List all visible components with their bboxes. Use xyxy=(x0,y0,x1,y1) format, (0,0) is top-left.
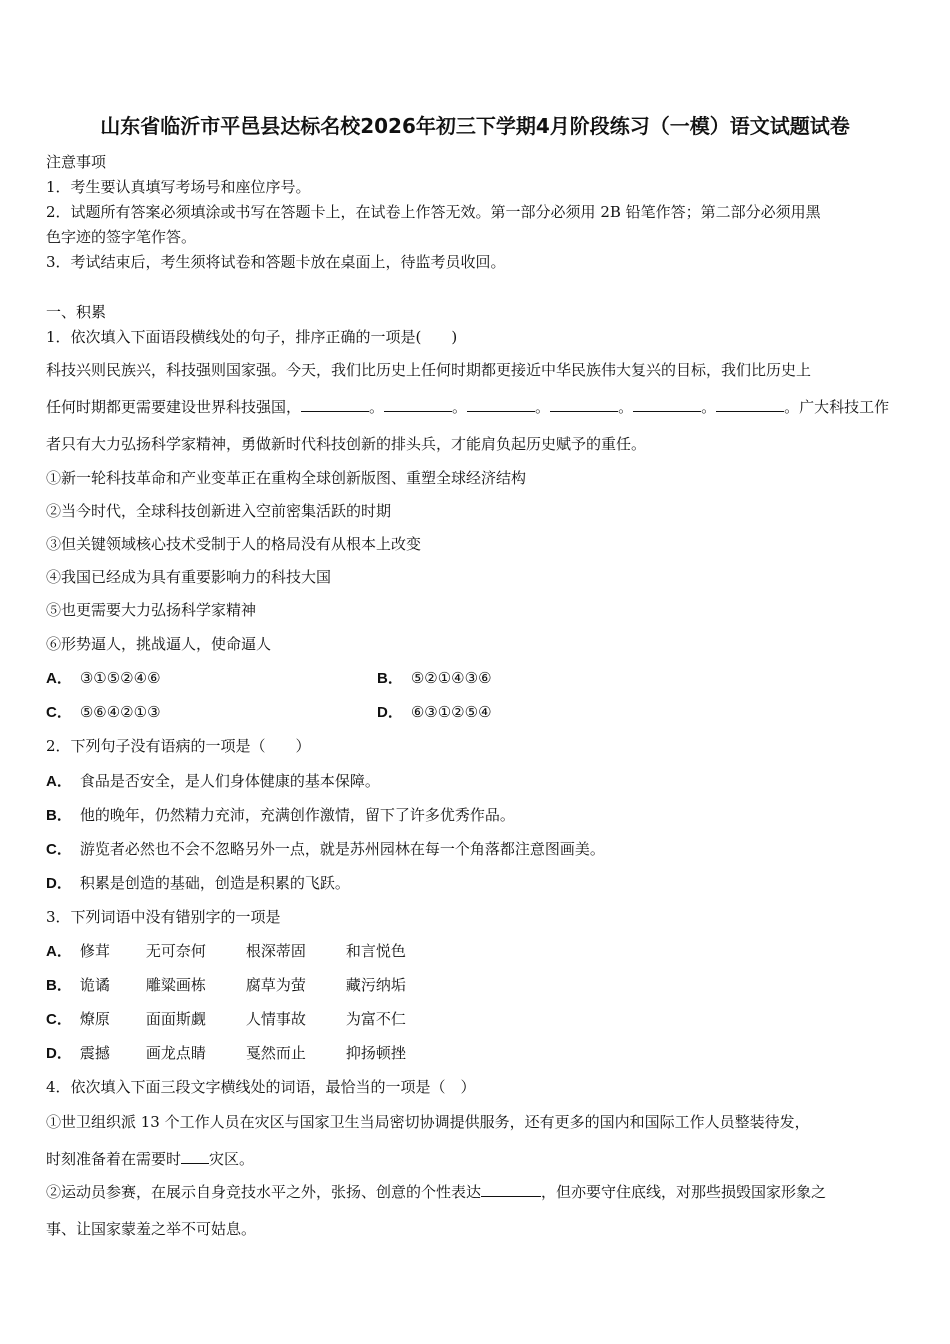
q3-option-c[interactable] xyxy=(46,1009,406,1030)
q1-para2-sep: 。 xyxy=(535,398,551,416)
option-letter: A． xyxy=(46,943,72,960)
option-letter: B． xyxy=(377,670,403,687)
notice-item-2-cont: 色字迹的签字笔作答。 xyxy=(46,228,197,246)
section-heading: 一、积累 xyxy=(46,303,107,321)
fill-blank-6[interactable] xyxy=(716,397,784,412)
q1-item-1: ①新一轮科技革命和产业变革正在重构全球创新版图、重塑全球经济结构 xyxy=(46,469,527,487)
q4-para1-line-1: ①世卫组织派 13 个工作人员在灾区与国家卫生当局密切协调提供服务，还有更多的国内和国际工作人员整装待发， xyxy=(46,1113,810,1131)
q1-paragraph-line-1: 科技兴则民族兴，科技强则国家强。今天，我们比历史上任何时期都更接近中华民族伟大复兴的目标，我们比历史上 xyxy=(46,361,812,379)
q3-option-d[interactable] xyxy=(46,1043,406,1064)
fill-blank-1[interactable] xyxy=(301,397,369,412)
q1-para2-sep: 。 xyxy=(618,398,634,416)
option-letter: B． xyxy=(46,807,72,824)
option-text: 食品是否安全，是人们身体健康的基本保障。 xyxy=(79,772,380,790)
option-text: ⑤⑥④②①③ xyxy=(79,703,161,721)
page-title: 山东省临沂市平邑县达标名校2026年初三下学期4月阶段练习（一模）语文试题试卷 xyxy=(100,114,850,138)
q1-item-3: ③但关键领域核心技术受制于人的格局没有从根本上改变 xyxy=(46,535,422,553)
word-2: 雕粱画栋 xyxy=(145,976,206,994)
q1-option-d[interactable] xyxy=(377,702,492,723)
q2-option-d[interactable] xyxy=(46,873,350,894)
notice-item-3: 3．考试结束后，考生须将试卷和答题卡放在桌面上，待监考员收回。 xyxy=(46,253,506,271)
q4-para1-line-2 xyxy=(46,1149,254,1169)
option-letter: D． xyxy=(46,875,72,892)
q3-stem: 3．下列词语中没有错别字的一项是 xyxy=(46,908,281,926)
q1-para2-suffix: 。广大科技工作 xyxy=(784,398,890,416)
q2-stem: 2．下列句子没有语病的一项是（ ） xyxy=(46,737,311,755)
q1-item-5: ⑤也更需要大力弘扬科学家精神 xyxy=(46,601,257,619)
q1-item-4: ④我国已经成为具有重要影响力的科技大国 xyxy=(46,568,332,586)
fill-blank-q4-2[interactable] xyxy=(481,1182,541,1197)
fill-blank-q4-1[interactable] xyxy=(181,1149,209,1164)
word-3: 戛然而止 xyxy=(245,1044,306,1062)
q4-p1b-prefix: 时刻准备着在需要时 xyxy=(46,1150,182,1168)
q1-para2-sep: 。 xyxy=(369,398,385,416)
word-4: 为富不仁 xyxy=(345,1010,406,1028)
option-text: 他的晚年，仍然精力充沛，充满创作激情，留下了许多优秀作品。 xyxy=(79,806,515,824)
q2-option-b[interactable] xyxy=(46,805,515,826)
q4-para2-line-1 xyxy=(46,1182,826,1202)
q4-p2a-prefix: ②运动员参赛，在展示自身竞技水平之外，张扬、创意的个性表达 xyxy=(46,1183,482,1201)
q1-para2-sep: 。 xyxy=(452,398,468,416)
q1-item-2: ②当今时代，全球科技创新进入空前密集活跃的时期 xyxy=(46,502,392,520)
fill-blank-3[interactable] xyxy=(467,397,535,412)
option-text: 游览者必然也不会不忽略另外一点，就是苏州园林在每一个角落都注意图画美。 xyxy=(79,840,605,858)
q1-option-b[interactable] xyxy=(377,668,492,689)
fill-blank-5[interactable] xyxy=(633,397,701,412)
option-text: ⑥③①②⑤④ xyxy=(410,703,492,721)
q4-p1b-suffix: 灾区。 xyxy=(209,1150,255,1168)
word-4: 抑扬顿挫 xyxy=(345,1044,406,1062)
q1-para2-prefix: 任何时期都更需要建设世界科技强国， xyxy=(46,398,302,416)
option-letter: D． xyxy=(377,704,403,721)
option-text: ③①⑤②④⑥ xyxy=(79,669,161,687)
q1-stem: 1．依次填入下面语段横线处的句子，排序正确的一项是( ) xyxy=(46,328,458,346)
option-text: 积累是创造的基础，创造是积累的飞跃。 xyxy=(79,874,350,892)
q2-option-c[interactable] xyxy=(46,839,605,860)
fill-blank-4[interactable] xyxy=(550,397,618,412)
word-1: 修茸 xyxy=(79,942,110,960)
word-3: 根深蒂固 xyxy=(245,942,306,960)
notice-heading: 注意事项 xyxy=(46,153,107,171)
word-1: 燎原 xyxy=(79,1010,110,1028)
q4-para2-line-2: 事、让国家蒙羞之举不可姑息。 xyxy=(46,1220,257,1238)
option-letter: D． xyxy=(46,1045,72,1062)
word-2: 无可奈何 xyxy=(145,942,206,960)
option-letter: B． xyxy=(46,977,72,994)
q3-option-a[interactable] xyxy=(46,941,406,962)
word-3: 人情事故 xyxy=(245,1010,306,1028)
q2-option-a[interactable] xyxy=(46,771,380,792)
word-4: 藏污纳垢 xyxy=(345,976,406,994)
word-2: 画龙点睛 xyxy=(145,1044,206,1062)
q4-p2a-suffix: ，但亦要守住底线，对那些损毁国家形象之 xyxy=(541,1183,827,1201)
notice-item-2: 2．试题所有答案必须填涂或书写在答题卡上，在试卷上作答无效。第一部分必须用 2B 铅笔作答；第二部分必须用黑 xyxy=(46,203,821,221)
word-1: 震撼 xyxy=(79,1044,110,1062)
q1-paragraph-line-2 xyxy=(46,397,889,417)
fill-blank-2[interactable] xyxy=(384,397,452,412)
option-letter: C． xyxy=(46,841,72,858)
q1-paragraph-line-3: 者只有大力弘扬科学家精神，勇做新时代科技创新的排头兵，才能肩负起历史赋予的重任。 xyxy=(46,435,647,453)
word-2: 面面斯觑 xyxy=(145,1010,206,1028)
q1-item-6: ⑥形势逼人，挑战逼人，使命逼人 xyxy=(46,635,272,653)
q4-stem: 4．依次填入下面三段文字横线处的词语，最恰当的一项是（ ） xyxy=(46,1078,476,1096)
word-1: 诡谲 xyxy=(79,976,110,994)
q1-option-c[interactable] xyxy=(46,702,161,723)
q3-option-b[interactable] xyxy=(46,975,406,996)
q1-para2-sep: 。 xyxy=(701,398,717,416)
option-letter: C． xyxy=(46,1011,72,1028)
word-4: 和言悦色 xyxy=(345,942,406,960)
option-letter: A． xyxy=(46,670,72,687)
q1-option-a[interactable] xyxy=(46,668,161,689)
option-text: ⑤②①④③⑥ xyxy=(410,669,492,687)
notice-item-1: 1．考生要认真填写考场号和座位序号。 xyxy=(46,178,311,196)
option-letter: C． xyxy=(46,704,72,721)
word-3: 腐草为萤 xyxy=(245,976,306,994)
option-letter: A． xyxy=(46,773,72,790)
